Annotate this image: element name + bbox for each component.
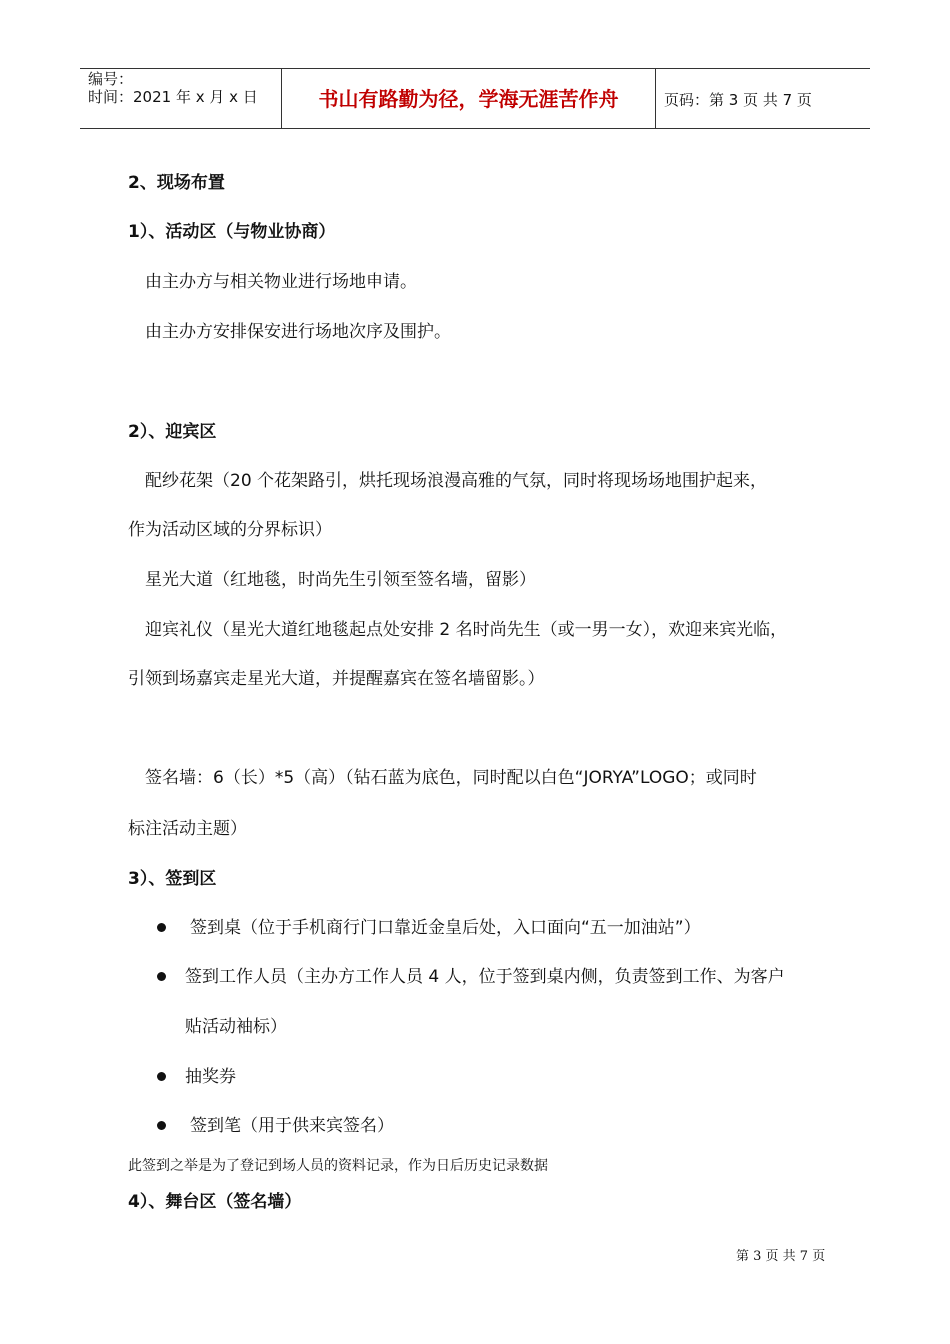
paragraph: 引领到场嘉宾走星光大道，并提醒嘉宾在签名墙留影。） [128,669,545,689]
subsection-1-title: 1）、活动区（与物业协商） [128,222,336,242]
bullet-icon [157,1072,166,1081]
list-item: 签到工作人员（主办方工作人员 4 人，位于签到桌内侧，负责签到工作、为客户 [185,967,785,987]
paragraph: 标注活动主题） [128,819,247,839]
header-top-line [80,68,870,69]
paragraph: 签名墙：6（长）*5（高）（钻石蓝为底色，同时配以白色“JORYA”LOGO；或同时 [145,768,757,788]
section-title: 2、现场布置 [128,173,225,193]
header-divider-right [655,68,656,129]
paragraph: 由主办方安排保安进行场地次序及围护。 [145,322,451,342]
footer-page-number: 第 3 页 共 7 页 [736,1249,826,1264]
header-motto: 书山有路勤为径，学海无涯苦作舟 [318,87,619,111]
paragraph: 配纱花架（20 个花架路引，烘托现场浪漫高雅的气氛，同时将现场场地围护起来， [145,471,768,491]
paragraph: 由主办方与相关物业进行场地申请。 [145,272,417,292]
bullet-icon [157,1121,166,1130]
paragraph: 星光大道（红地毯，时尚先生引领至签名墙，留影） [145,570,536,590]
subsection-3-title: 3）、签到区 [128,869,217,889]
header-page: 页码：第 3 页 共 7 页 [664,91,812,109]
list-item: 抽奖券 [185,1067,236,1087]
bullet-icon [157,923,166,932]
header-bottom-line [80,128,870,129]
list-item-continued: 贴活动袖标） [185,1017,287,1037]
subsection-2-title: 2）、迎宾区 [128,422,217,442]
bullet-icon [157,972,166,981]
note-text: 此签到之举是为了登记到场人员的资料记录，作为日后历史记录数据 [128,1158,548,1174]
list-item: 签到桌（位于手机商行门口靠近金皇后处，入口面向“五一加油站”） [190,918,701,938]
paragraph: 迎宾礼仪（星光大道红地毯起点处安排 2 名时尚先生（或一男一女），欢迎来宾光临， [145,620,788,640]
paragraph: 作为活动区域的分界标识） [128,520,332,540]
list-item: 签到笔（用于供来宾签名） [190,1116,394,1136]
header-time: 时间：2021 年 x 月 x 日 [88,88,258,106]
header-serial: 编号： [88,70,134,88]
subsection-4-title: 4）、舞台区（签名墙） [128,1192,302,1212]
